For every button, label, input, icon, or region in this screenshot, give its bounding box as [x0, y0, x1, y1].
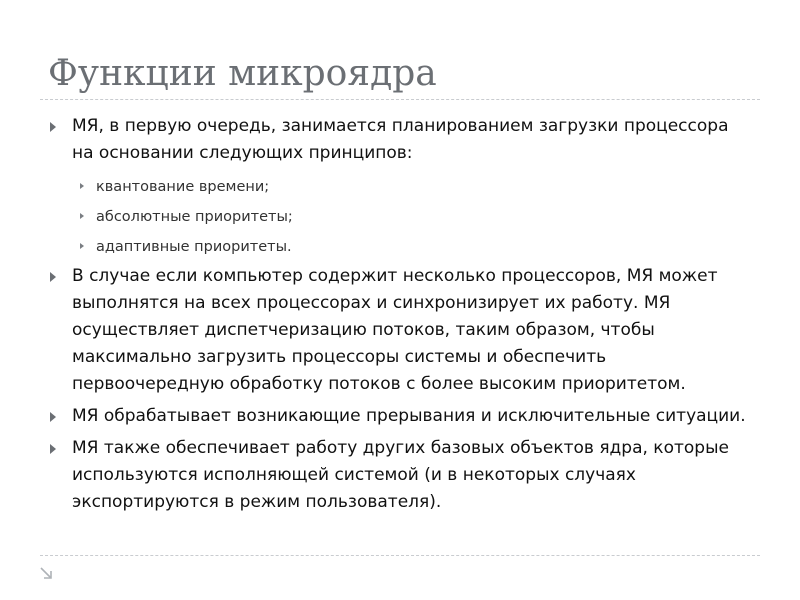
slide-title: Функции микроядра: [48, 53, 437, 94]
bullet-item-multiprocessor: [46, 263, 754, 398]
bullet-text: МЯ обрабатывает возникающие прерывания и исключительные ситуации.: [72, 406, 746, 426]
sub-bullet-item: [46, 172, 754, 202]
triangle-right-icon: [50, 444, 56, 454]
bullet-item-scheduling: [46, 113, 754, 167]
footer-divider: [40, 555, 760, 556]
sub-bullet-list: [46, 172, 754, 262]
bullet-text: МЯ также обеспечивает работу других базовых объектов ядра, которые используются исполняющей системой (и в некоторых случаях экспортируются в режим пользователя).: [72, 438, 729, 512]
triangle-right-icon: [80, 243, 84, 249]
sub-bullet-text: адаптивные приоритеты.: [96, 239, 292, 255]
sub-bullet-item: [46, 202, 754, 232]
slide-content: [46, 113, 754, 521]
triangle-right-icon: [50, 122, 56, 132]
bullet-item-kernel-objects: [46, 435, 754, 516]
triangle-right-icon: [80, 213, 84, 219]
sub-bullet-text: абсолютные приоритеты;: [96, 209, 293, 225]
title-divider: [40, 99, 760, 100]
triangle-right-icon: [50, 412, 56, 422]
bullet-item-interrupts: [46, 403, 754, 430]
triangle-right-icon: [50, 272, 56, 282]
triangle-right-icon: [80, 183, 84, 189]
bullet-text: В случае если компьютер содержит несколько процессоров, МЯ может выполнятся на всех процессорах и синхронизирует их работу. МЯ осуществляет диспетчеризацию потоков, таким образом, чтобы максимально загрузить процессоры системы и обеспечить первоочередную обработку потоков с более высоким приоритетом.: [72, 266, 718, 394]
bullet-text: МЯ, в первую очередь, занимается планированием загрузки процессора на основании следующих принципов:: [72, 116, 729, 163]
diagonal-arrow-icon[interactable]: [38, 565, 54, 581]
sub-bullet-text: квантование времени;: [96, 179, 270, 195]
sub-bullet-item: [46, 232, 754, 262]
